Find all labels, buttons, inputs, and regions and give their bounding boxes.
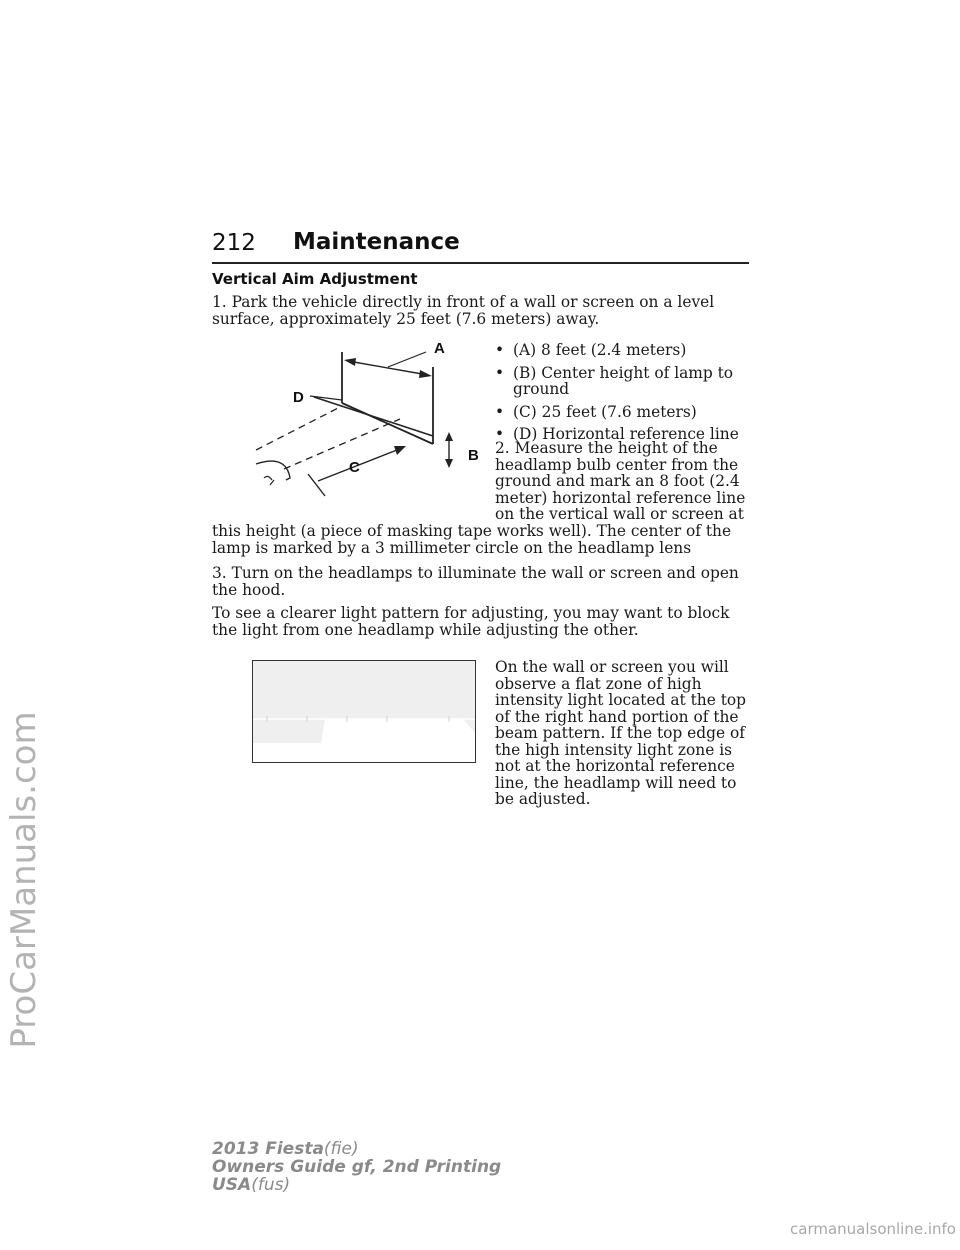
dimension-a-arrow-right (419, 370, 432, 378)
chapter-title: Maintenance (293, 229, 460, 255)
observe-text: On the wall or screen you will observe a flat zone of high intensity light located at the top of the right hand portion of the beam pattern. If the top edge of the high intensity light zone is not at the horizontal reference line, the headlamp will need to be adjusted. (495, 658, 746, 808)
dimension-c-line (318, 448, 402, 481)
beam-high-zone (253, 661, 475, 719)
list-item: • (A) 8 feet (2.4 meters) (495, 341, 687, 359)
footer-market-line: USA(fus) (212, 1175, 291, 1195)
dimension-b-arrow-down (445, 459, 453, 468)
dimension-c-arrow (394, 446, 406, 455)
step-2-text: 2. Measure the height of the headlamp bulb center from the ground and mark an 8 foot (2.4 meter) horizontal reference line on the vertical wall or screen at (495, 439, 746, 523)
tip-text: To see a clearer light pattern for adjusting, you may want to block the light from one headlamp while adjusting the other. (212, 604, 730, 639)
headlamp-outline (256, 461, 290, 480)
dimension-b-arrow-up (445, 432, 453, 441)
aim-diagram (250, 340, 490, 500)
list-item: • (D) Horizontal reference line (495, 425, 739, 443)
section-heading: Vertical Aim Adjustment (212, 270, 418, 288)
bottom-watermark: carmanualsonline.info (790, 1220, 956, 1238)
page-header (212, 228, 749, 264)
step-3-text: 3. Turn on the headlamps to illuminate the wall or screen and open the hood. (212, 564, 739, 599)
diagram-legend-list (495, 342, 755, 449)
step-1-text: 1. Park the vehicle directly in front of a wall or screen on a level surface, approximately 25 feet (7.6 meters) away. (212, 293, 715, 328)
dimension-c-tick (308, 474, 325, 496)
list-item: • (B) Center height of lamp to ground (495, 363, 734, 398)
footer-model-line: 2013 Fiesta(fie) (212, 1139, 359, 1159)
side-watermark-text: ProCarManuals.com (4, 711, 44, 1049)
beam-pattern-figure (252, 660, 476, 763)
label-d: D (293, 389, 304, 406)
step-2-continued: this height (a piece of masking tape works well). The center of the lamp is marked by a 3 millimeter circle on the headlamp lens (212, 522, 732, 557)
dimension-a-line (348, 361, 428, 375)
dimension-a-arrow-left (344, 358, 356, 366)
beam-pattern-svg (253, 661, 475, 762)
side-watermark (2, 510, 46, 1250)
label-a-leader (388, 352, 426, 367)
beam-upper (256, 406, 342, 450)
beam-right-zone (463, 719, 475, 733)
page-footer (212, 1140, 501, 1194)
beam-left-zone (253, 719, 325, 743)
label-a: A (434, 340, 445, 357)
label-c: C (349, 459, 360, 476)
page-number: 212 (212, 230, 256, 256)
footer-guide-line: Owners Guide gf, 2nd Printing (212, 1157, 502, 1177)
label-b: B (468, 447, 479, 464)
list-item: • (C) 25 feet (7.6 meters) (495, 402, 697, 421)
headlamp-detail (264, 476, 274, 485)
